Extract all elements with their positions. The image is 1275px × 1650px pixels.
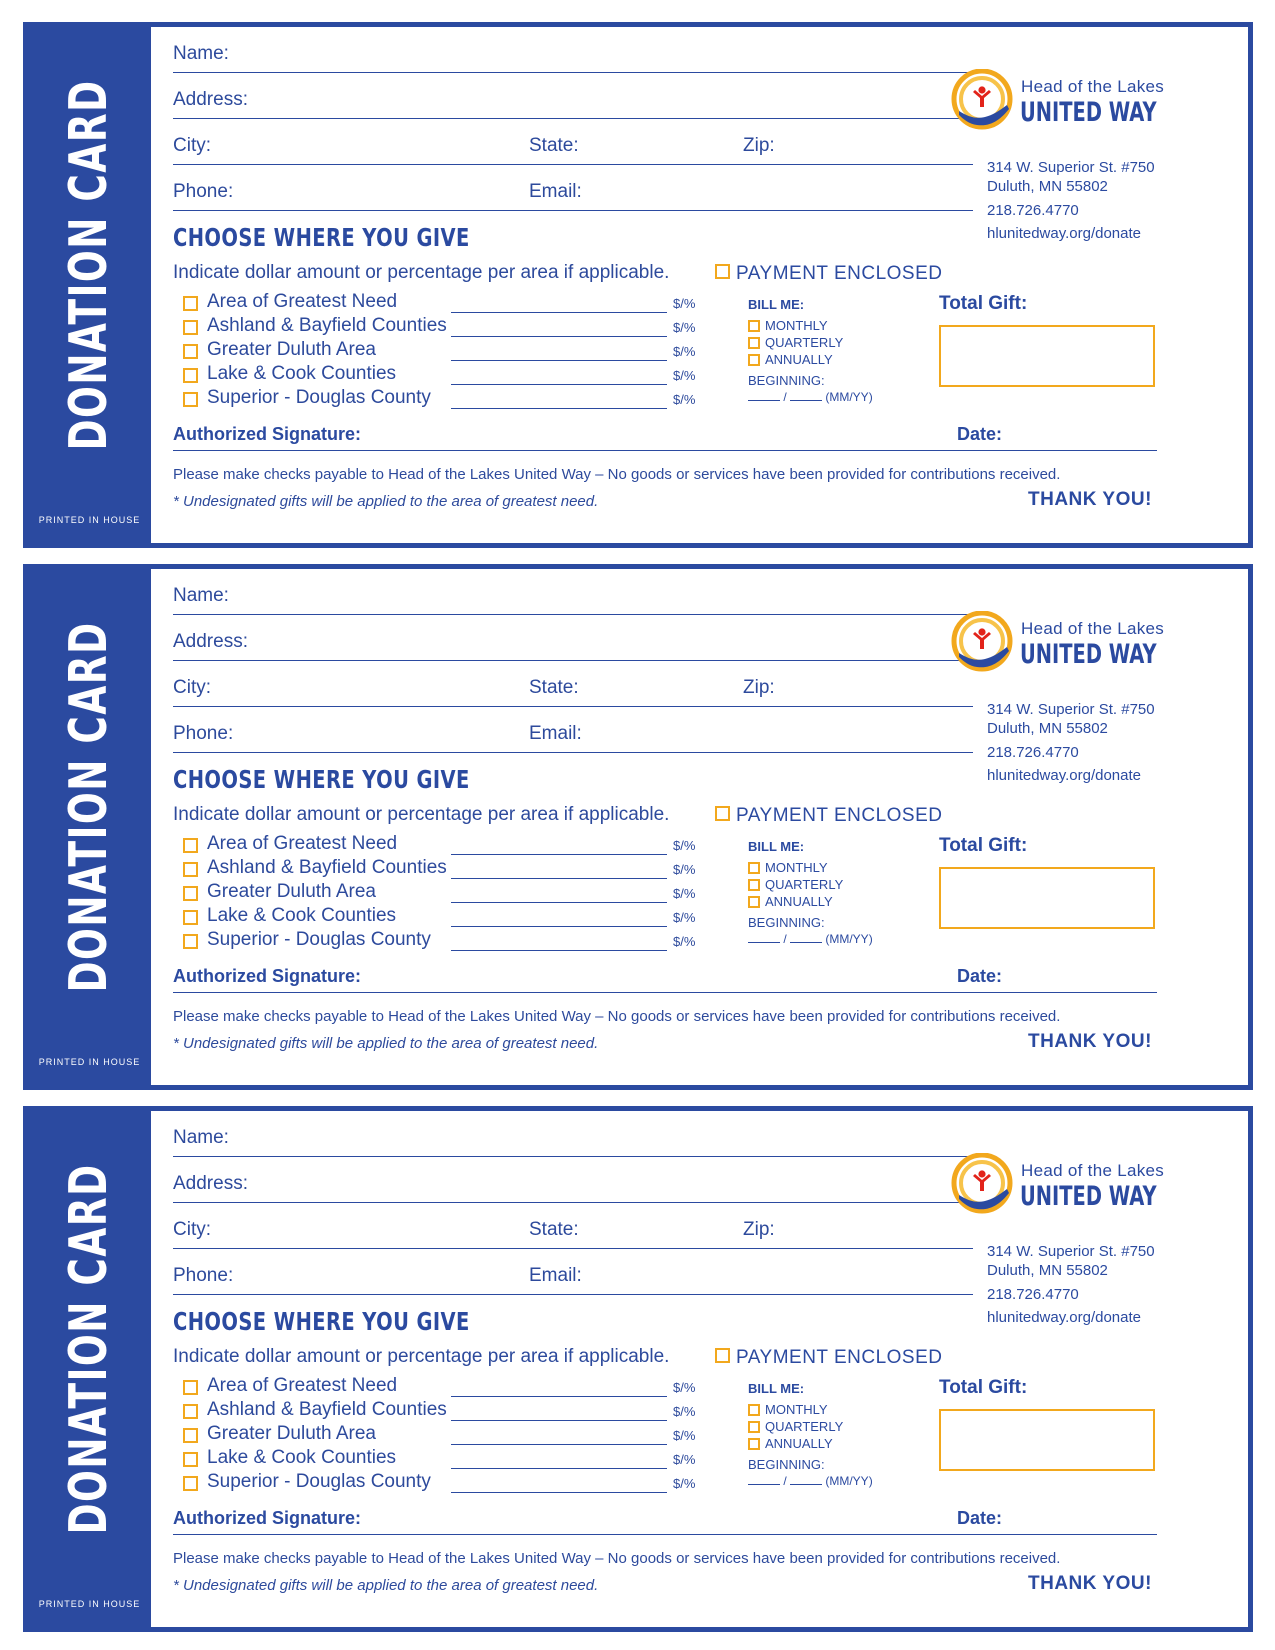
bill-frequency-option[interactable] [748, 1419, 843, 1434]
address-field[interactable] [173, 73, 973, 119]
area-unit: $/% [673, 392, 696, 407]
month-blank[interactable] [748, 390, 780, 401]
give-instruction: Indicate dollar amount or percentage per area if applicable. [173, 262, 670, 283]
area-label: Ashland & Bayfield Counties [207, 857, 447, 878]
payment-enclosed-checkbox[interactable] [715, 806, 730, 821]
name-field[interactable] [173, 27, 973, 73]
united-way-logo [951, 611, 1013, 677]
city-state-zip-field[interactable] [173, 661, 973, 707]
phone-label: Phone: [173, 723, 234, 744]
org-website-link[interactable]: hlunitedway.org/donate [987, 1309, 1141, 1326]
area-amount-blank[interactable] [451, 360, 667, 361]
area-option[interactable] [183, 363, 713, 387]
card-content [151, 1111, 1248, 1627]
area-label: Greater Duluth Area [207, 339, 376, 360]
area-label: Greater Duluth Area [207, 881, 376, 902]
signature-field[interactable] [173, 1489, 1157, 1535]
bill-frequency-option[interactable] [748, 352, 833, 367]
area-unit: $/% [673, 1476, 696, 1491]
area-unit: $/% [673, 1380, 696, 1395]
phone-email-field[interactable] [173, 1249, 973, 1295]
org-street: 314 W. Superior St. #750 [987, 1243, 1155, 1260]
email-label: Email: [529, 181, 582, 202]
area-option[interactable] [183, 339, 713, 363]
undesignated-note: * Undesignated gifts will be applied to the area of greatest need. [173, 1035, 599, 1052]
area-checkbox[interactable] [183, 862, 198, 877]
month-blank[interactable] [748, 932, 780, 943]
total-gift-label: Total Gift: [939, 835, 1028, 856]
org-name-top: Head of the Lakes [1021, 619, 1165, 638]
address-field[interactable] [173, 1157, 973, 1203]
total-gift-label: Total Gift: [939, 293, 1028, 314]
total-gift-box[interactable] [939, 867, 1155, 929]
area-label: Lake & Cook Counties [207, 905, 397, 926]
checks-payable-note: Please make checks payable to Head of the Lakes United Way – No goods or services have been provided for contributions received. [173, 1008, 1061, 1025]
area-amount-blank[interactable] [451, 384, 667, 385]
frequency-checkbox[interactable] [748, 879, 760, 891]
area-option[interactable] [183, 315, 713, 339]
city-state-zip-field[interactable] [173, 1203, 973, 1249]
area-unit: $/% [673, 1452, 696, 1467]
beginning-date-input[interactable]: / (MM/YY) [748, 932, 873, 946]
area-label: Area of Greatest Need [207, 833, 398, 854]
area-option[interactable] [183, 1423, 713, 1447]
frequency-checkbox[interactable] [748, 354, 760, 366]
area-unit: $/% [673, 296, 696, 311]
bill-me-label: BILL ME: [748, 839, 805, 854]
frequency-label: MONTHLY [765, 860, 828, 875]
org-name-top: Head of the Lakes [1021, 77, 1165, 96]
undesignated-note: * Undesignated gifts will be applied to the area of greatest need. [173, 493, 599, 510]
frequency-checkbox[interactable] [748, 1404, 760, 1416]
org-phone: 218.726.4770 [987, 202, 1079, 219]
state-label: State: [529, 677, 579, 698]
name-label: Name: [173, 43, 229, 64]
signature-label: Authorized Signature: [173, 1508, 361, 1528]
payment-enclosed-checkbox[interactable] [715, 264, 730, 279]
area-unit: $/% [673, 934, 696, 949]
choose-where-title: CHOOSE WHERE YOU GIVE [173, 765, 470, 794]
bill-frequency-option[interactable] [748, 860, 828, 875]
area-option[interactable] [183, 881, 713, 905]
area-unit: $/% [673, 1404, 696, 1419]
area-amount-blank[interactable] [451, 878, 667, 879]
bill-frequency-option[interactable] [748, 877, 843, 892]
email-label: Email: [529, 1265, 582, 1286]
frequency-checkbox[interactable] [748, 896, 760, 908]
phone-email-field[interactable] [173, 165, 973, 211]
area-amount-blank[interactable] [451, 312, 667, 313]
area-label: Superior - Douglas County [207, 1471, 431, 1492]
area-checkbox[interactable] [183, 344, 198, 359]
frequency-label: MONTHLY [765, 1402, 828, 1417]
area-label: Greater Duluth Area [207, 1423, 376, 1444]
frequency-checkbox[interactable] [748, 862, 760, 874]
payment-enclosed-checkbox[interactable] [715, 1348, 730, 1363]
area-label: Ashland & Bayfield Counties [207, 315, 447, 336]
frequency-checkbox[interactable] [748, 1438, 760, 1450]
area-unit: $/% [673, 320, 696, 335]
zip-label: Zip: [743, 135, 775, 156]
bill-frequency-option[interactable] [748, 318, 828, 333]
area-option[interactable] [183, 1399, 713, 1423]
area-option[interactable] [183, 833, 713, 857]
side-band [28, 569, 151, 1085]
area-unit: $/% [673, 862, 696, 877]
bill-frequency-option[interactable] [748, 1402, 828, 1417]
area-label: Ashland & Bayfield Counties [207, 1399, 447, 1420]
card-content [151, 569, 1248, 1085]
email-label: Email: [529, 723, 582, 744]
area-checkbox[interactable] [183, 886, 198, 901]
phone-email-field[interactable] [173, 707, 973, 753]
area-label: Lake & Cook Counties [207, 363, 397, 384]
org-city: Duluth, MN 55802 [987, 178, 1108, 195]
state-label: State: [529, 1219, 579, 1240]
thank-you: THANK YOU! [1028, 489, 1152, 510]
city-label: City: [173, 135, 211, 156]
total-gift-box[interactable] [939, 1409, 1155, 1471]
printed-in-house-note: PRINTED IN HOUSE [38, 515, 141, 525]
united-way-logo [951, 1153, 1013, 1219]
frequency-label: QUARTERLY [765, 1419, 844, 1434]
frequency-checkbox[interactable] [748, 1421, 760, 1433]
area-unit: $/% [673, 910, 696, 925]
name-label: Name: [173, 1127, 229, 1148]
area-label: Superior - Douglas County [207, 387, 431, 408]
payment-enclosed-option[interactable] [715, 263, 943, 285]
city-label: City: [173, 677, 211, 698]
bill-me-label: BILL ME: [748, 1381, 805, 1396]
org-street: 314 W. Superior St. #750 [987, 701, 1155, 718]
month-blank[interactable] [748, 1474, 780, 1485]
signature-field[interactable] [173, 405, 1157, 451]
payment-enclosed-label: PAYMENT ENCLOSED [736, 263, 943, 284]
area-amount-blank[interactable] [451, 1468, 667, 1469]
area-amount-blank[interactable] [451, 336, 667, 337]
signature-field[interactable] [173, 947, 1157, 993]
frequency-checkbox[interactable] [748, 337, 760, 349]
frequency-label: ANNUALLY [765, 1436, 833, 1451]
checks-payable-note: Please make checks payable to Head of the Lakes United Way – No goods or services have been provided for contributions received. [173, 466, 1061, 483]
card-content [151, 27, 1248, 543]
area-unit: $/% [673, 344, 696, 359]
donation-card [23, 22, 1253, 548]
address-label: Address: [173, 89, 248, 110]
name-label: Name: [173, 585, 229, 606]
area-checkbox[interactable] [183, 1404, 198, 1419]
org-city: Duluth, MN 55802 [987, 720, 1108, 737]
card-title: DONATION CARD [59, 79, 119, 451]
printed-in-house-note: PRINTED IN HOUSE [38, 1599, 141, 1609]
give-instruction: Indicate dollar amount or percentage per area if applicable. [173, 1346, 670, 1367]
area-option[interactable] [183, 1375, 713, 1399]
area-amount-blank[interactable] [451, 902, 667, 903]
signature-label: Authorized Signature: [173, 966, 361, 986]
area-unit: $/% [673, 1428, 696, 1443]
frequency-label: QUARTERLY [765, 335, 844, 350]
frequency-label: QUARTERLY [765, 877, 844, 892]
area-amount-blank[interactable] [451, 1444, 667, 1445]
phone-label: Phone: [173, 1265, 234, 1286]
area-amount-blank[interactable] [451, 1420, 667, 1421]
phone-label: Phone: [173, 181, 234, 202]
thank-you: THANK YOU! [1028, 1031, 1152, 1052]
org-phone: 218.726.4770 [987, 744, 1079, 761]
area-checkbox[interactable] [183, 368, 198, 383]
payment-enclosed-label: PAYMENT ENCLOSED [736, 805, 943, 826]
address-label: Address: [173, 631, 248, 652]
choose-where-title: CHOOSE WHERE YOU GIVE [173, 223, 470, 252]
org-website-link[interactable]: hlunitedway.org/donate [987, 767, 1141, 784]
bill-frequency-option[interactable] [748, 335, 843, 350]
date-format-hint: (MM/YY) [825, 1474, 873, 1488]
area-label: Area of Greatest Need [207, 1375, 398, 1396]
date-label: Date: [957, 1508, 1003, 1528]
area-option[interactable] [183, 905, 713, 929]
area-checkbox[interactable] [183, 320, 198, 335]
area-unit: $/% [673, 886, 696, 901]
bill-frequency-option[interactable] [748, 894, 833, 909]
city-state-zip-field[interactable] [173, 119, 973, 165]
area-amount-blank[interactable] [451, 854, 667, 855]
area-checkbox[interactable] [183, 296, 198, 311]
zip-label: Zip: [743, 1219, 775, 1240]
area-option[interactable] [183, 1447, 713, 1471]
frequency-checkbox[interactable] [748, 320, 760, 332]
beginning-label: BEGINNING: [748, 373, 825, 388]
area-checkbox[interactable] [183, 1452, 198, 1467]
area-amount-blank[interactable] [451, 1396, 667, 1397]
area-checkbox[interactable] [183, 838, 198, 853]
total-gift-label: Total Gift: [939, 1377, 1028, 1398]
choose-where-title: CHOOSE WHERE YOU GIVE [173, 1307, 470, 1336]
bill-frequency-option[interactable] [748, 1436, 833, 1451]
give-instruction: Indicate dollar amount or percentage per area if applicable. [173, 804, 670, 825]
org-name: UNITED WAY [1020, 639, 1157, 670]
date-label: Date: [957, 424, 1003, 444]
frequency-label: ANNUALLY [765, 894, 833, 909]
payment-enclosed-label: PAYMENT ENCLOSED [736, 1347, 943, 1368]
signature-label: Authorized Signature: [173, 424, 361, 444]
beginning-label: BEGINNING: [748, 915, 825, 930]
area-checkbox[interactable] [183, 1428, 198, 1443]
payment-enclosed-option[interactable] [715, 1347, 943, 1369]
frequency-label: ANNUALLY [765, 352, 833, 367]
area-checkbox[interactable] [183, 910, 198, 925]
year-blank[interactable] [790, 1474, 822, 1485]
org-name: UNITED WAY [1020, 1181, 1157, 1212]
area-checkbox[interactable] [183, 1380, 198, 1395]
beginning-date-input[interactable]: / (MM/YY) [748, 1474, 873, 1488]
date-format-hint: (MM/YY) [825, 390, 873, 404]
org-name: UNITED WAY [1020, 97, 1157, 128]
area-unit: $/% [673, 838, 696, 853]
frequency-label: MONTHLY [765, 318, 828, 333]
thank-you: THANK YOU! [1028, 1573, 1152, 1594]
side-band [28, 1111, 151, 1627]
state-label: State: [529, 135, 579, 156]
name-field[interactable] [173, 1111, 973, 1157]
area-label: Lake & Cook Counties [207, 1447, 397, 1468]
printed-in-house-note: PRINTED IN HOUSE [38, 1057, 141, 1067]
name-field[interactable] [173, 569, 973, 615]
total-gift-box[interactable] [939, 325, 1155, 387]
donation-card [23, 1106, 1253, 1632]
org-city: Duluth, MN 55802 [987, 1262, 1108, 1279]
checks-payable-note: Please make checks payable to Head of the Lakes United Way – No goods or services have been provided for contributions received. [173, 1550, 1061, 1567]
org-website-link[interactable]: hlunitedway.org/donate [987, 225, 1141, 242]
side-band [28, 27, 151, 543]
donation-card [23, 564, 1253, 1090]
beginning-date-input[interactable]: / (MM/YY) [748, 390, 873, 404]
address-label: Address: [173, 1173, 248, 1194]
date-label: Date: [957, 966, 1003, 986]
date-format-hint: (MM/YY) [825, 932, 873, 946]
area-label: Area of Greatest Need [207, 291, 398, 312]
year-blank[interactable] [790, 390, 822, 401]
year-blank[interactable] [790, 932, 822, 943]
address-field[interactable] [173, 615, 973, 661]
org-phone: 218.726.4770 [987, 1286, 1079, 1303]
card-title: DONATION CARD [59, 621, 119, 993]
beginning-label: BEGINNING: [748, 1457, 825, 1472]
area-option[interactable] [183, 857, 713, 881]
org-street: 314 W. Superior St. #750 [987, 159, 1155, 176]
city-label: City: [173, 1219, 211, 1240]
area-unit: $/% [673, 368, 696, 383]
area-option[interactable] [183, 291, 713, 315]
bill-me-label: BILL ME: [748, 297, 805, 312]
org-name-top: Head of the Lakes [1021, 1161, 1165, 1180]
area-amount-blank[interactable] [451, 926, 667, 927]
payment-enclosed-option[interactable] [715, 805, 943, 827]
united-way-logo [951, 69, 1013, 135]
area-label: Superior - Douglas County [207, 929, 431, 950]
zip-label: Zip: [743, 677, 775, 698]
undesignated-note: * Undesignated gifts will be applied to the area of greatest need. [173, 1577, 599, 1594]
card-title: DONATION CARD [59, 1163, 119, 1535]
